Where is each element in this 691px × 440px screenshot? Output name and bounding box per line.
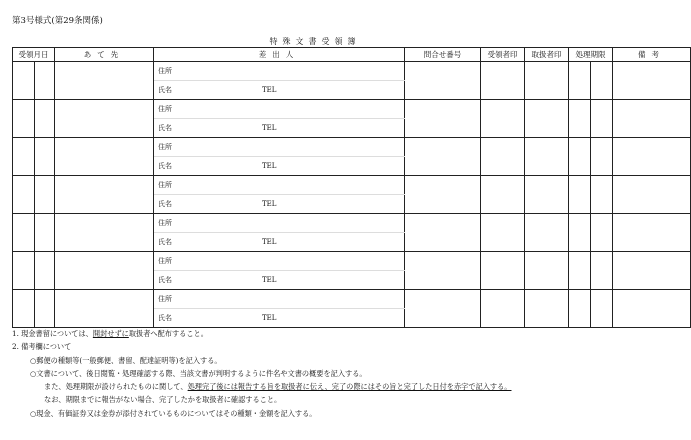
cell-sender-address[interactable] xyxy=(154,176,405,195)
entry-row-top xyxy=(13,176,691,195)
cell-day[interactable] xyxy=(35,176,55,214)
cell-month[interactable] xyxy=(13,138,35,176)
header-inquiry-number: 問合せ番号 xyxy=(405,48,481,62)
note-underline: 開封せずに xyxy=(92,329,129,338)
cell-deadline-b[interactable] xyxy=(591,252,613,290)
cell-inquiry-number[interactable] xyxy=(405,176,481,214)
header-row xyxy=(13,48,691,62)
entry-row-top xyxy=(13,138,691,157)
cell-receiver-seal[interactable] xyxy=(481,290,525,328)
cell-addressee[interactable] xyxy=(55,176,154,214)
cell-day[interactable] xyxy=(35,138,55,176)
name-label: 氏名 xyxy=(158,124,172,132)
cell-handler-seal[interactable] xyxy=(525,252,569,290)
cell-month[interactable] xyxy=(13,100,35,138)
address-label: 住所 xyxy=(158,181,172,189)
cell-remarks[interactable] xyxy=(613,138,691,176)
header-remarks: 備考 xyxy=(613,48,691,62)
cell-month[interactable] xyxy=(13,62,35,100)
cell-receiver-seal[interactable] xyxy=(481,62,525,100)
address-label: 住所 xyxy=(158,295,172,303)
cell-deadline-b[interactable] xyxy=(591,214,613,252)
cell-deadline-a[interactable] xyxy=(569,176,591,214)
note-2-3: また、処理期限が設けられたものに関して、処理完了後には報告する旨を取扱者に伝え、完了の際にはその旨と完了した日付を赤字で記入する。 xyxy=(44,382,512,392)
tel-label: TEL xyxy=(262,162,277,170)
cell-deadline-a[interactable] xyxy=(569,290,591,328)
cell-sender-address[interactable] xyxy=(154,214,405,233)
cell-sender-address[interactable] xyxy=(154,252,405,271)
cell-month[interactable] xyxy=(13,290,35,328)
header-receiver-seal: 受領者印 xyxy=(481,48,525,62)
entry-row-top xyxy=(13,290,691,309)
tel-label: TEL xyxy=(262,200,277,208)
tel-label: TEL xyxy=(262,124,277,132)
cell-remarks[interactable] xyxy=(613,290,691,328)
cell-addressee[interactable] xyxy=(55,214,154,252)
entry-row-top xyxy=(13,252,691,271)
cell-inquiry-number[interactable] xyxy=(405,138,481,176)
cell-month[interactable] xyxy=(13,176,35,214)
cell-receiver-seal[interactable] xyxy=(481,214,525,252)
cell-receiver-seal[interactable] xyxy=(481,100,525,138)
cell-day[interactable] xyxy=(35,100,55,138)
cell-remarks[interactable] xyxy=(613,252,691,290)
header-handler-seal: 取扱者印 xyxy=(525,48,569,62)
cell-remarks[interactable] xyxy=(613,62,691,100)
cell-receiver-seal[interactable] xyxy=(481,252,525,290)
cell-remarks[interactable] xyxy=(613,100,691,138)
entry-row-top xyxy=(13,214,691,233)
register-table xyxy=(12,47,691,328)
cell-deadline-b[interactable] xyxy=(591,100,613,138)
cell-day[interactable] xyxy=(35,62,55,100)
cell-inquiry-number[interactable] xyxy=(405,252,481,290)
cell-sender-address[interactable] xyxy=(154,100,405,119)
page-title: 特殊文書受領簿 xyxy=(269,37,361,46)
name-label: 氏名 xyxy=(158,276,172,284)
cell-sender-name[interactable] xyxy=(154,157,405,176)
cell-addressee[interactable] xyxy=(55,138,154,176)
cell-deadline-b[interactable] xyxy=(591,62,613,100)
header-sender: 差出人 xyxy=(154,48,405,62)
name-label: 氏名 xyxy=(158,86,172,94)
tel-label: TEL xyxy=(262,86,277,94)
name-label: 氏名 xyxy=(158,238,172,246)
address-label: 住所 xyxy=(158,67,172,75)
address-label: 住所 xyxy=(158,105,172,113)
cell-deadline-a[interactable] xyxy=(569,62,591,100)
note-1: 1. 現金書留については、開封せずに取扱者へ配布すること。 xyxy=(12,329,208,338)
entry-row-top xyxy=(13,62,691,81)
cell-handler-seal[interactable] xyxy=(525,62,569,100)
note-2-5: ○現金、有価証券又は金券が添付されているものについてはその種類・金額を記入する。 xyxy=(30,408,317,418)
cell-month[interactable] xyxy=(13,252,35,290)
cell-deadline-a[interactable] xyxy=(569,214,591,252)
cell-sender-name[interactable] xyxy=(154,271,405,290)
cell-handler-seal[interactable] xyxy=(525,138,569,176)
cell-sender-address[interactable] xyxy=(154,62,405,81)
notes xyxy=(12,327,622,420)
cell-handler-seal[interactable] xyxy=(525,100,569,138)
cell-deadline-b[interactable] xyxy=(591,138,613,176)
tel-label: TEL xyxy=(262,238,277,246)
cell-month[interactable] xyxy=(13,214,35,252)
name-label: 氏名 xyxy=(158,200,172,208)
cell-sender-address[interactable] xyxy=(154,138,405,157)
entry-row-top xyxy=(13,100,691,119)
cell-receiver-seal[interactable] xyxy=(481,176,525,214)
header-received-date: 受領月日 xyxy=(13,48,55,62)
name-label: 氏名 xyxy=(158,314,172,322)
name-label: 氏名 xyxy=(158,162,172,170)
cell-day[interactable] xyxy=(35,290,55,328)
cell-handler-seal[interactable] xyxy=(525,176,569,214)
address-label: 住所 xyxy=(158,257,172,265)
tel-label: TEL xyxy=(262,276,277,284)
cell-sender-name[interactable] xyxy=(154,309,405,328)
cell-deadline-b[interactable] xyxy=(591,290,613,328)
cell-day[interactable] xyxy=(35,214,55,252)
header-addressee: あて先 xyxy=(55,48,154,62)
note-underline: 処理完了後には報告する旨を取扱者に伝え、完了の際にはその旨と完了した日付を赤字で記入する。 xyxy=(187,382,512,392)
cell-sender-name[interactable] xyxy=(154,195,405,214)
cell-deadline-a[interactable] xyxy=(569,138,591,176)
header-deadline: 処理期限 xyxy=(569,48,613,62)
note-2-2: ○文書について、後日閲覧・処理確認する際、当該文書が判明するように件名や文書の概要を記入する。 xyxy=(30,368,367,378)
cell-deadline-a[interactable] xyxy=(569,100,591,138)
cell-sender-name[interactable] xyxy=(154,81,405,100)
address-label: 住所 xyxy=(158,219,172,227)
cell-day[interactable] xyxy=(35,252,55,290)
cell-inquiry-number[interactable] xyxy=(405,290,481,328)
form-number: 第3号様式(第29条関係) xyxy=(12,16,103,26)
cell-handler-seal[interactable] xyxy=(525,290,569,328)
address-label: 住所 xyxy=(158,143,172,151)
cell-sender-name[interactable] xyxy=(154,233,405,252)
cell-sender-name[interactable] xyxy=(154,119,405,138)
cell-remarks[interactable] xyxy=(613,214,691,252)
cell-inquiry-number[interactable] xyxy=(405,62,481,100)
cell-receiver-seal[interactable] xyxy=(481,138,525,176)
cell-inquiry-number[interactable] xyxy=(405,100,481,138)
cell-addressee[interactable] xyxy=(55,100,154,138)
cell-sender-address[interactable] xyxy=(154,290,405,309)
tel-label: TEL xyxy=(262,314,277,322)
cell-deadline-b[interactable] xyxy=(591,176,613,214)
cell-remarks[interactable] xyxy=(613,176,691,214)
cell-inquiry-number[interactable] xyxy=(405,214,481,252)
cell-addressee[interactable] xyxy=(55,252,154,290)
cell-addressee[interactable] xyxy=(55,62,154,100)
note-2-1: ○郵便の種類等(一般郵便、書留、配達証明等)を記入する。 xyxy=(30,355,222,365)
note-2-4: なお、期限までに報告がない場合、完了したかを取扱者に確認すること。 xyxy=(44,395,282,405)
cell-handler-seal[interactable] xyxy=(525,214,569,252)
cell-deadline-a[interactable] xyxy=(569,252,591,290)
cell-addressee[interactable] xyxy=(55,290,154,328)
note-2: 2. 備考欄について xyxy=(12,342,72,352)
